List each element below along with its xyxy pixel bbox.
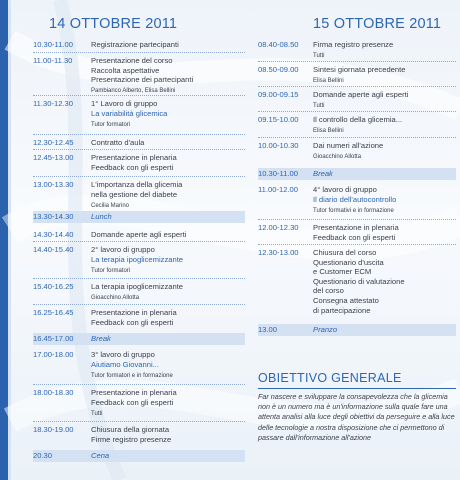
- schedule-row: [33, 245, 245, 275]
- session-speaker: Pambianco Alberto, Elisa Bellini: [91, 88, 176, 95]
- session-time: 10.30-11.00: [33, 40, 73, 49]
- break-label: Break: [91, 334, 111, 343]
- schedule-row: [258, 223, 456, 242]
- session-text-line: e Customer ECM: [313, 267, 372, 277]
- session-speaker: Tutor formatori e in formazione: [91, 372, 173, 379]
- session-description: [91, 388, 245, 418]
- schedule-row: [33, 153, 245, 172]
- session-description: [91, 230, 245, 240]
- session-time: 20.30: [33, 451, 53, 460]
- session-time: 12.30-13.00: [258, 248, 299, 257]
- row-divider: [33, 134, 245, 135]
- row-divider: [33, 384, 245, 385]
- session-time: 18.30-19.00: [33, 425, 74, 434]
- session-text-line: Registrazione partecipanti: [91, 40, 179, 49]
- session-time: 09.00-09.15: [258, 90, 299, 99]
- session-topic-highlight: La terapia ipoglicemizzante: [91, 254, 184, 264]
- break-label: Break: [313, 169, 333, 178]
- session-time: 16.25-16.45: [33, 308, 74, 317]
- session-text-line: Consegna attestato: [313, 295, 379, 305]
- session-description: [313, 40, 456, 60]
- day-two-column: [258, 0, 456, 442]
- schedule-row: [33, 56, 245, 95]
- session-speaker: Elisa Bellini: [313, 128, 344, 135]
- session-text-line: Contratto d'aula: [91, 138, 145, 147]
- session-time: 11.00-11.30: [33, 56, 73, 65]
- schedule-row: [33, 350, 245, 380]
- session-description: [91, 212, 245, 222]
- session-time: 08.40-08.50: [258, 40, 299, 49]
- session-text-line: Firme registro presenze: [91, 434, 172, 444]
- break-label: Cena: [91, 451, 110, 460]
- session-topic-highlight: La variabilità glicemica: [91, 108, 168, 118]
- session-description: [313, 141, 456, 161]
- session-description: [313, 223, 456, 242]
- session-text-line: di partecipazione: [313, 305, 371, 315]
- session-time: 10.00-10.30: [258, 141, 299, 150]
- schedule-row: [33, 388, 245, 418]
- session-time: 14.30-14.40: [33, 230, 74, 239]
- session-topic-highlight: Aiutiamo Giovanni...: [91, 359, 159, 369]
- row-divider: [258, 244, 456, 245]
- session-text-line: Sintesi giornata precedente: [313, 65, 406, 74]
- session-time: 12.30-12.45: [33, 138, 74, 147]
- row-divider: [33, 304, 245, 305]
- schedule-row: [33, 138, 245, 148]
- session-speaker: Gioacchino Allotta: [313, 154, 362, 161]
- session-description: [91, 425, 245, 444]
- session-text-line: Feedback con gli esperti: [91, 317, 174, 327]
- session-text-line: Presentazione del corso: [91, 56, 173, 65]
- session-description: [91, 153, 245, 172]
- row-divider: [33, 95, 245, 96]
- objective-section-text: Far nascere e sviluppare la consapevolezza che la glicemia non è un numero ma è un'informazione sulla quale fare una attenta analisi alla luce degli obiettivi da perseguire e alla luce delle tecnologie a nostra disposizione che ci permettono di passare dall'informazione all'azione: [258, 392, 455, 442]
- row-divider: [258, 219, 456, 220]
- session-text-line: L'importanza della glicemia: [91, 180, 183, 189]
- row-divider: [33, 52, 245, 53]
- session-description: [313, 325, 456, 335]
- session-time: 15.40-16.25: [33, 282, 74, 291]
- session-text-line: Chiusura del corso: [313, 248, 377, 257]
- session-description: [313, 169, 456, 179]
- session-text-line: Dai numeri all'azione: [313, 141, 384, 150]
- session-description: [91, 138, 245, 148]
- session-description: [313, 65, 456, 85]
- session-description: [91, 40, 245, 50]
- session-time: 11.00-12.00: [258, 185, 298, 194]
- session-text-line: Feedback con gli esperti: [313, 232, 396, 242]
- session-text-line: 1° Lavoro di gruppo: [91, 99, 158, 108]
- schedule-row: [33, 425, 245, 444]
- session-time: 13.00: [258, 325, 278, 334]
- session-text-line: nella gestione del diabete: [91, 189, 178, 199]
- session-text-line: La terapia ipoglicemizzante: [91, 282, 184, 291]
- schedule-break-row: [33, 451, 245, 461]
- session-speaker: Gioacchino Allotta: [91, 295, 140, 302]
- objective-section-title: OBIETTIVO GENERALE: [258, 371, 402, 385]
- row-divider: [258, 86, 456, 87]
- session-time: 16.45-17.00: [33, 334, 74, 343]
- session-speaker: Tutor formativi e in formazione: [313, 207, 394, 214]
- schedule-row: [258, 90, 456, 110]
- schedule-row: [258, 185, 456, 215]
- session-text-line: Chiusura della giornata: [91, 425, 170, 434]
- break-label: Pranzo: [313, 325, 338, 334]
- schedule-row: [33, 308, 245, 327]
- session-text-line: Presentazione dei partecipanti: [91, 75, 194, 85]
- session-time: 14.40-15.40: [33, 245, 74, 254]
- day-one-title: 14 OTTOBRE 2011: [49, 16, 178, 32]
- session-time: 10.30-11.00: [258, 169, 298, 178]
- session-description: [313, 185, 456, 215]
- session-speaker: Tutti: [91, 410, 103, 417]
- session-text-line: Domande aperte agli esperti: [91, 230, 187, 239]
- row-divider: [33, 176, 245, 177]
- row-divider: [33, 241, 245, 242]
- day-two-title: 15 OTTOBRE 2011: [313, 16, 442, 32]
- session-description: [313, 115, 456, 135]
- session-speaker: Elisa Bellini: [313, 78, 344, 85]
- session-description: [91, 308, 245, 327]
- schedule-row: [258, 40, 456, 60]
- session-time: 17.00-18.00: [33, 350, 74, 359]
- row-divider: [33, 149, 245, 150]
- row-divider: [33, 421, 245, 422]
- session-speaker: Cecilia Marino: [91, 202, 130, 209]
- session-time: 12.00-12.30: [258, 223, 299, 232]
- session-text-line: Firma registro presenze: [313, 40, 394, 49]
- session-text-line: 3° lavoro di gruppo: [91, 350, 155, 359]
- day-one-column: [33, 0, 245, 460]
- session-text-line: Domande aperte agli esperti: [313, 90, 409, 99]
- schedule-row: [258, 141, 456, 161]
- schedule-break-row: [33, 334, 245, 344]
- session-text-line: Feedback con gli esperti: [91, 397, 174, 407]
- session-text-line: Il controllo della glicemia...: [313, 115, 403, 124]
- schedule-row: [258, 115, 456, 135]
- schedule-row: [33, 99, 245, 129]
- session-description: [91, 350, 245, 380]
- session-time: 11.30-12.30: [33, 99, 73, 108]
- session-description: [91, 99, 245, 129]
- objective-section-underline: [258, 388, 456, 389]
- session-description: [91, 180, 245, 210]
- session-description: [91, 56, 245, 95]
- schedule-break-row: [33, 212, 245, 222]
- session-time: 13.30-14.30: [33, 212, 74, 221]
- session-text-line: Presentazione in plenaria: [91, 388, 177, 397]
- session-text-line: Raccolta aspettative: [91, 65, 160, 75]
- session-text-line: Presentazione in plenaria: [91, 308, 177, 317]
- session-description: [313, 90, 456, 110]
- session-topic-highlight: Il diario dell'autocontrollo: [313, 194, 397, 204]
- session-text-line: Questionario di valutazione: [313, 276, 405, 286]
- session-description: [91, 451, 245, 461]
- session-text-line: 2° lavoro di gruppo: [91, 245, 155, 254]
- session-description: [91, 245, 245, 275]
- schedule-row: [258, 65, 456, 85]
- schedule-break-row: [258, 325, 456, 335]
- session-time: 18.00-18.30: [33, 388, 74, 397]
- schedule-row: [258, 248, 456, 315]
- row-divider: [258, 137, 456, 138]
- row-divider: [258, 111, 456, 112]
- schedule-row: [33, 282, 245, 302]
- schedule-row: [33, 180, 245, 210]
- session-speaker: Tutor formatori: [91, 267, 131, 274]
- session-speaker: Tutti: [313, 103, 325, 110]
- break-label: Lunch: [91, 212, 112, 221]
- session-time: 13.00-13.30: [33, 180, 74, 189]
- session-text-line: 4° lavoro di gruppo: [313, 185, 377, 194]
- session-text-line: del corso: [313, 286, 344, 296]
- left-edge-stripe: [0, 0, 8, 480]
- session-text-line: Presentazione in plenaria: [91, 153, 177, 162]
- row-divider: [258, 61, 456, 62]
- session-text-line: Questionario d'uscita: [313, 257, 384, 267]
- session-text-line: Feedback con gli esperti: [91, 162, 174, 172]
- schedule-break-row: [258, 169, 456, 179]
- session-time: 08.50-09.00: [258, 65, 299, 74]
- session-description: [313, 248, 456, 315]
- session-time: 09.15-10.00: [258, 115, 299, 124]
- schedule-row: [33, 230, 245, 240]
- session-description: [91, 334, 245, 344]
- session-description: [91, 282, 245, 302]
- session-text-line: Presentazione in plenaria: [313, 223, 399, 232]
- session-time: 12.45-13.00: [33, 153, 74, 162]
- session-speaker: Tutor formatori: [91, 121, 131, 128]
- session-speaker: Tutti: [313, 53, 325, 60]
- row-divider: [33, 278, 245, 279]
- schedule-row: [33, 40, 245, 50]
